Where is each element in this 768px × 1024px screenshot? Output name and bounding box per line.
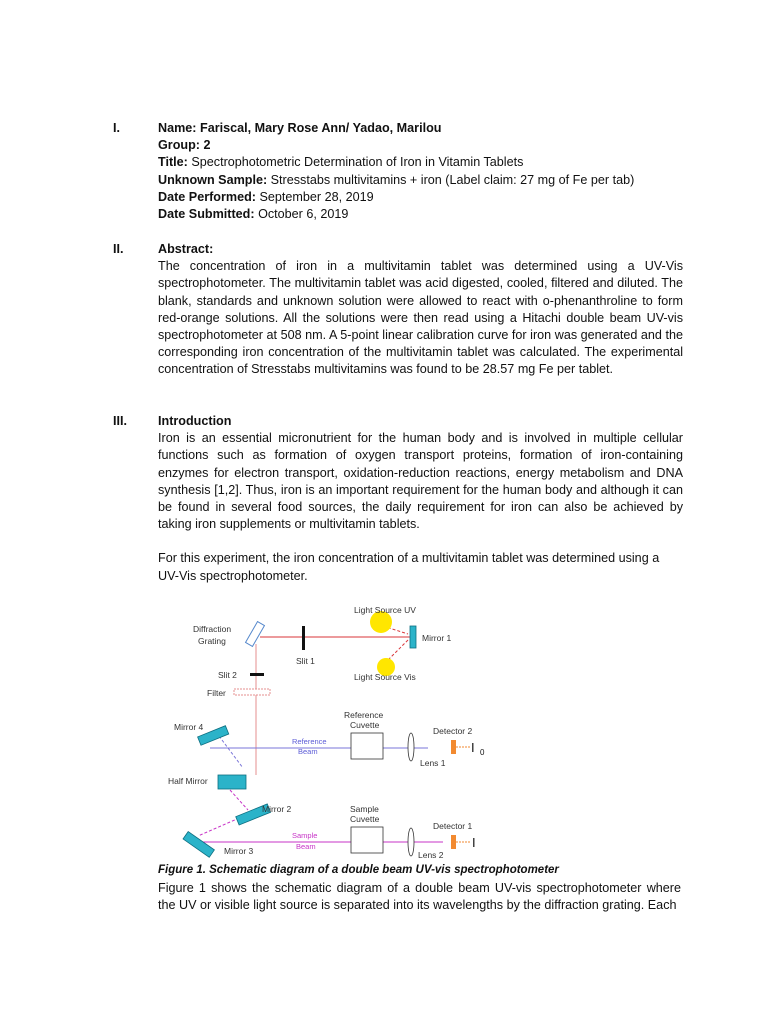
- group-line: Group: 2: [158, 138, 211, 153]
- spectrophotometer-diagram: [158, 600, 678, 862]
- reference-beam-label-1: Reference: [292, 737, 327, 746]
- introduction-heading: Introduction: [158, 414, 232, 428]
- slit-2: [250, 673, 264, 676]
- reference-cuvette: [351, 733, 383, 759]
- filter-label: Filter: [207, 688, 226, 698]
- vis-light-path: [388, 640, 408, 660]
- unknown-line: Unknown Sample: Stresstabs multivitamins + iron (Label claim: 27 mg of Fe per tab): [158, 172, 635, 187]
- mirror-1: [410, 626, 416, 648]
- submitted-line: Date Submitted: October 6, 2019: [158, 207, 349, 222]
- i0-subscript: 0: [480, 748, 485, 757]
- figure-caption: Figure 1. Schematic diagram of a double beam UV-vis spectrophotometer: [158, 864, 559, 876]
- lens-1: [408, 733, 414, 761]
- sample-cuvette: [351, 827, 383, 853]
- reference-beam-label-2: Beam: [298, 747, 318, 756]
- light-source-uv-label: Light Source UV: [354, 605, 416, 615]
- detector-1-label: Detector 1: [433, 821, 473, 831]
- detector-1: [451, 835, 456, 849]
- section-introduction: [113, 413, 683, 593]
- mirror-3: [183, 832, 214, 858]
- light-source-vis-label: Light Source Vis: [354, 672, 416, 682]
- lens-2: [408, 828, 414, 856]
- mirror-1-label: Mirror 1: [422, 633, 452, 643]
- i-label: I: [472, 835, 476, 850]
- figure-description: Figure 1 shows the schematic diagram of a double beam UV-vis spectrophotometer where the UV or visible light source is separated into its wavelengths by the diffraction grating. Each: [158, 881, 681, 913]
- detector-2-label: Detector 2: [433, 726, 473, 736]
- title-line: Title: Spectrophotometric Determination of Iron in Vitamin Tablets: [158, 155, 524, 170]
- slit-1: [302, 626, 305, 650]
- reference-label: Reference: [344, 710, 384, 720]
- filter: [234, 689, 270, 695]
- abstract-text: The concentration of iron in a multivitamin tablet was determined using a UV-Vis spectrophotometer. The multivitamin tablet was acid digested, cooled, filtered and diluted. The blank, standards and unknown solution were allowed to react with o-phenanthroline to form red-orange solutions. All the solutions were then read using a Hitachi double beam UV-vis spectrophotometer at 508 nm. A 5-point linear calibration curve for iron was generated and the corresponding iron concentration of the multivitamin tablet was calculated. The experimental concentration of Stresstabs multivitamins was found to be 28.57 mg Fe per tablet.: [158, 259, 683, 377]
- performed-line: Date Performed: September 28, 2019: [158, 189, 374, 204]
- reference-cuvette-label: Cuvette: [350, 720, 380, 730]
- mirror-4-label: Mirror 4: [174, 722, 204, 732]
- lens-2-label: Lens 2: [418, 850, 444, 860]
- section-abstract: [113, 241, 683, 396]
- detector-2: [451, 740, 456, 754]
- grating-label: Grating: [198, 636, 226, 646]
- introduction-paragraph-2: For this experiment, the iron concentration of a multivitamin tablet was determined using a UV-Vis spectrophotometer.: [158, 551, 660, 583]
- abstract-heading: Abstract:: [158, 242, 214, 256]
- section-details: [113, 120, 683, 225]
- diffraction-grating: [246, 622, 265, 647]
- sample-label: Sample: [350, 804, 379, 814]
- mirror-3-label: Mirror 3: [224, 846, 254, 856]
- sample-cuvette-label: Cuvette: [350, 814, 380, 824]
- section-numeral: I.: [113, 121, 120, 135]
- section-numeral: II.: [113, 242, 124, 256]
- slit-2-label: Slit 2: [218, 670, 237, 680]
- introduction-paragraph-1: Iron is an essential micronutrient for the human body and is involved in multiple cellular functions such as formation of oxygen transport proteins, formation of iron-containing enzymes for electron transport, oxidation-reduction reactions, energy metabolism and DNA synthesis [1,2]. Thus, iron is an important requirement for the human body and although it can be found in several food sources, the daily requirement for iron can also be achieved by taking iron supplements or multivitamin tablets.: [158, 431, 683, 532]
- sample-beam-label-2: Beam: [296, 842, 316, 851]
- diffraction-label: Diffraction: [193, 624, 232, 634]
- sample-beam-label-1: Sample: [292, 831, 318, 840]
- section-numeral: III.: [113, 414, 127, 428]
- half-mirror-to-mirror2: [230, 790, 248, 810]
- slit-1-label: Slit 1: [296, 656, 315, 666]
- name-line: Name: Fariscal, Mary Rose Ann/ Yadao, Marilou: [158, 121, 442, 135]
- half-mirror: [218, 775, 246, 789]
- i0-label: I: [471, 740, 475, 755]
- half-mirror-label: Half Mirror: [168, 776, 208, 786]
- lens-1-label: Lens 1: [420, 758, 446, 768]
- mirror-2-label: Mirror 2: [262, 804, 292, 814]
